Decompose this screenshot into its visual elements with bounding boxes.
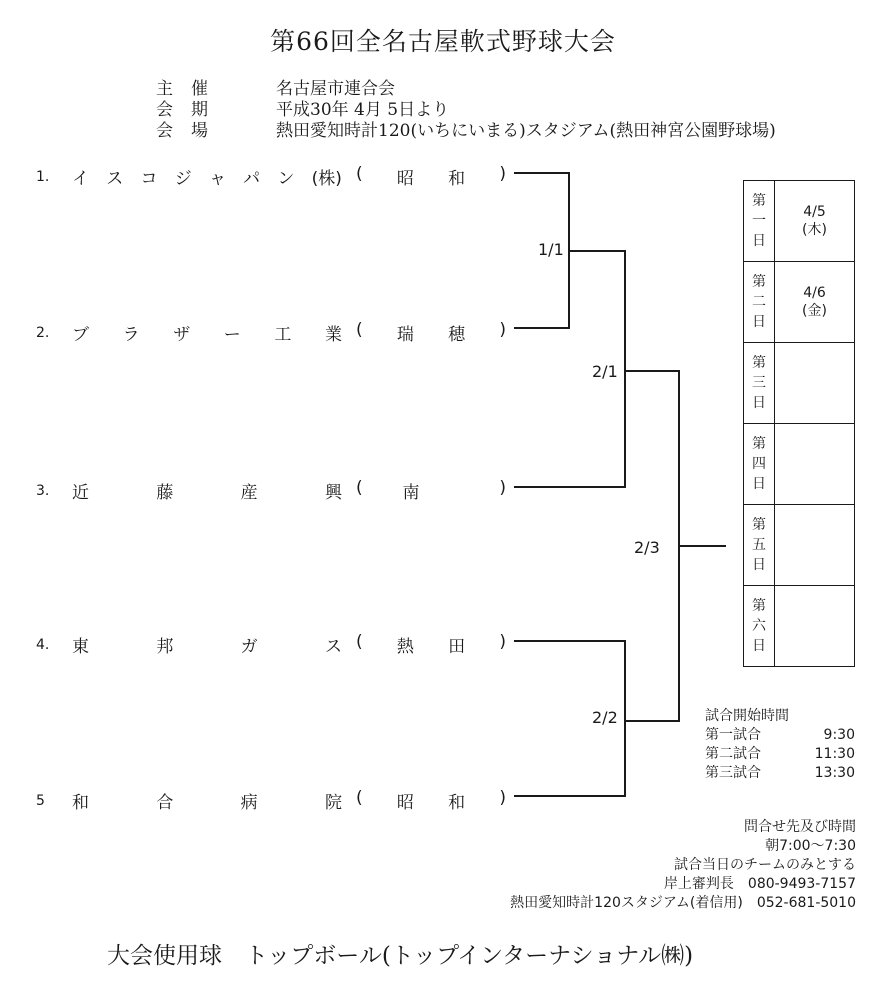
team-entry-1 (36, 164, 506, 189)
schedule-day-label: 第 六 日 (744, 586, 775, 666)
schedule-day-label: 第 四 日 (744, 424, 775, 504)
team-name-char: ガ (240, 637, 258, 657)
contact-line: 試合当日のチームのみとする (674, 857, 856, 873)
team-region: ( 昭 和 ) (356, 788, 506, 813)
schedule-weekday: (金) (802, 303, 827, 319)
schedule-day-label: 第 三 日 (744, 343, 775, 423)
info-value: 名古屋市連合会 (276, 79, 395, 99)
team-name-char: 院 (324, 793, 342, 813)
team-number: 1. (36, 168, 50, 185)
region-char: 穂 (448, 325, 466, 345)
team-name-char: ャ (208, 169, 226, 189)
start-time-row (705, 726, 855, 745)
team-name-char: イ (72, 169, 89, 189)
region-char: 南 (402, 483, 420, 503)
team-name-char: ブ (72, 325, 89, 345)
region-char: 昭 (396, 793, 414, 813)
team-name-char: ジ (174, 169, 192, 189)
team-name-char: ー (223, 325, 241, 345)
team-name-char: ス (106, 169, 124, 189)
bracket-line (514, 327, 570, 329)
team-region: ( 瑞 穂 ) (356, 320, 506, 345)
team-name (72, 788, 342, 813)
page-title: 第66回全名古屋軟式野球大会 (270, 27, 616, 56)
contact-line: 岸上審判長 080-9493-7157 (663, 876, 856, 892)
team-name-char: コ (140, 169, 158, 189)
bracket-line (514, 172, 570, 174)
info-label: 会期 (156, 100, 226, 120)
team-name (72, 478, 342, 503)
info-label: 主催 (156, 79, 226, 99)
team-name-char: ラ (122, 325, 140, 345)
team-name (72, 164, 342, 189)
schedule-row (744, 343, 854, 424)
schedule-date (775, 424, 854, 504)
team-name-char: 産 (240, 483, 258, 503)
schedule-row (744, 424, 854, 505)
team-name-char: 邦 (156, 637, 174, 657)
team-entry-5 (36, 788, 506, 813)
start-times-heading: 試合開始時間 (705, 708, 789, 724)
team-entry-3 (36, 478, 506, 503)
region-char: 昭 (396, 169, 414, 189)
team-name (72, 632, 342, 657)
team-name-char: 藤 (156, 483, 174, 503)
contact-line: 朝7:00～7:30 (765, 838, 856, 854)
region-char: 和 (448, 169, 466, 189)
region-char: 瑞 (396, 325, 414, 345)
schedule-weekday: (木) (802, 222, 827, 238)
bracket-line (624, 640, 626, 797)
contact-line: 熱田愛知時計120スタジアム(着信用) 052-681-5010 (510, 895, 856, 911)
match-date-label: 1/1 (538, 240, 564, 259)
schedule-row (744, 262, 854, 343)
team-region: ( 南 ) (356, 478, 506, 503)
start-times (705, 707, 855, 783)
schedule-row (744, 181, 854, 262)
bracket-line (514, 486, 626, 488)
schedule-row (744, 586, 854, 666)
info-row-organizer (156, 74, 776, 99)
official-ball-footer: 大会使用球 トップボール(トップインターナショナル㈱) (107, 943, 694, 969)
contact-info (510, 818, 856, 913)
game-label: 第二試合 (705, 746, 761, 762)
game-label: 第一試合 (705, 727, 761, 743)
game-time: 13:30 (814, 765, 855, 781)
game-time: 9:30 (823, 727, 855, 743)
match-date-label: 2/2 (592, 708, 618, 727)
team-name-char: 工 (274, 325, 292, 345)
schedule-row (744, 505, 854, 586)
bracket-line (624, 370, 680, 372)
info-row-venue (156, 116, 776, 141)
team-entry-4 (36, 632, 506, 657)
contact-line: 問合せ先及び時間 (744, 819, 856, 835)
team-number: 3. (36, 482, 50, 499)
team-name-char: 和 (72, 793, 89, 813)
team-name-char: 東 (72, 637, 89, 657)
bracket-line (624, 250, 626, 488)
info-value: 熱田愛知時計120(いちにいまる)スタジアム(熱田神宮公園野球場) (276, 121, 776, 141)
schedule-table (743, 180, 855, 667)
region-char: 和 (448, 793, 466, 813)
team-name-char: 合 (156, 793, 174, 813)
schedule-date (775, 262, 854, 342)
team-entry-2 (36, 320, 506, 345)
team-name-char: ザ (173, 325, 191, 345)
team-number: 5 (36, 792, 45, 809)
team-number: 4. (36, 636, 50, 653)
schedule-date (775, 586, 854, 666)
team-region: ( 昭 和 ) (356, 164, 506, 189)
bracket-line (624, 720, 680, 722)
bracket-line (514, 795, 626, 797)
schedule-date (775, 181, 854, 261)
schedule-day-label: 第 五 日 (744, 505, 775, 585)
team-name-char: 近 (72, 483, 89, 503)
team-name (72, 320, 342, 345)
team-name-char: ス (324, 637, 342, 657)
game-time: 11:30 (814, 746, 855, 762)
info-block (156, 74, 776, 141)
schedule-day-label: 第 二 日 (744, 262, 775, 342)
bracket-line (514, 640, 626, 642)
info-label: 会場 (156, 121, 226, 141)
game-label: 第三試合 (705, 765, 761, 781)
schedule-date-value: 4/5 (803, 204, 826, 220)
team-name-char: 業 (324, 325, 342, 345)
team-name-char: パ (243, 169, 261, 189)
schedule-date-value: 4/6 (803, 285, 826, 301)
info-value: 平成30年 4月 5日より (276, 100, 450, 120)
team-name-char: ン (277, 169, 295, 189)
bracket-line (678, 545, 726, 547)
schedule-date (775, 343, 854, 423)
match-date-label: 2/3 (634, 538, 660, 557)
team-name-char: 興 (324, 483, 342, 503)
schedule-day-label: 第 一 日 (744, 181, 775, 261)
team-region: ( 熱 田 ) (356, 632, 506, 657)
team-name-char: 病 (240, 793, 258, 813)
team-number: 2. (36, 324, 50, 341)
start-time-row (705, 764, 855, 783)
region-char: 熱 (396, 637, 414, 657)
bracket-line (568, 250, 624, 252)
match-date-label: 2/1 (592, 362, 618, 381)
region-char: 田 (448, 637, 466, 657)
info-row-period (156, 95, 776, 120)
start-time-row (705, 745, 855, 764)
schedule-date (775, 505, 854, 585)
team-name-char: (株) (311, 169, 342, 189)
